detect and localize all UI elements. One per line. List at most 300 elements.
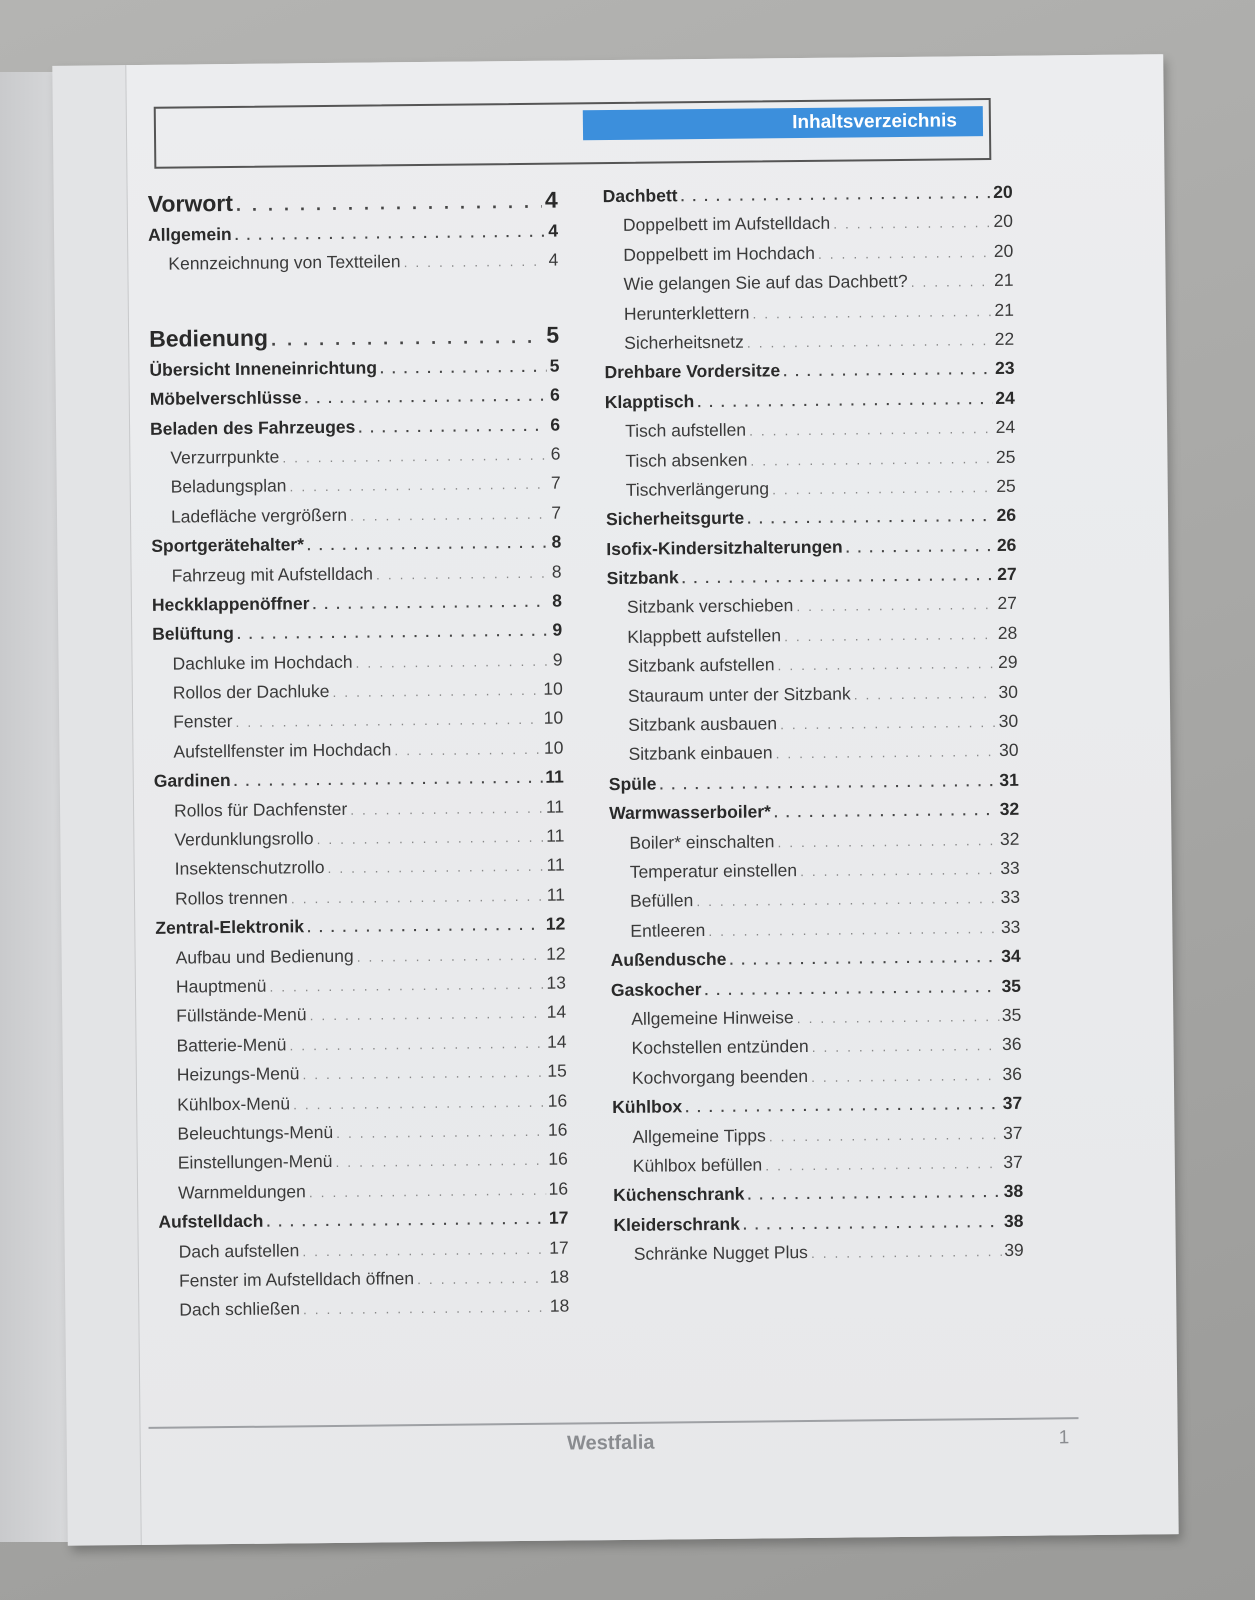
toc-entry-title: Vorwort <box>147 189 234 217</box>
toc-page-number: 12 <box>545 913 566 934</box>
toc-page-number: 16 <box>548 1178 569 1199</box>
toc-page-number: 35 <box>1001 1004 1022 1025</box>
toc-entry-title: Verdunklungsrollo <box>174 828 314 850</box>
toc-page-number: 35 <box>1001 975 1022 996</box>
toc-entry-title: Rollos für Dachfenster <box>173 798 348 821</box>
dot-leader <box>233 764 542 797</box>
dot-leader <box>784 620 995 652</box>
dot-leader <box>312 588 549 620</box>
dot-leader <box>704 973 998 1005</box>
dot-leader <box>774 796 997 828</box>
toc-page-number: 6 <box>550 414 561 435</box>
toc-entry-title: Entleeren <box>630 919 706 941</box>
toc-subsection <box>610 883 1020 917</box>
toc-subsection <box>611 1030 1021 1064</box>
toc-section <box>611 971 1021 1005</box>
toc-entry-title: Hauptmenü <box>175 975 267 997</box>
toc-section <box>604 354 1014 388</box>
dot-leader <box>846 532 995 563</box>
toc-section <box>150 381 560 415</box>
dot-leader <box>302 1234 546 1266</box>
toc-entry-title: Allgemeine Tipps <box>632 1124 766 1147</box>
dot-leader <box>680 179 990 212</box>
dot-leader <box>911 267 992 297</box>
toc-subsection <box>610 913 1020 947</box>
toc-entry-title: Küchenschrank <box>613 1183 745 1206</box>
header-frame <box>154 98 992 169</box>
dot-leader <box>747 1178 1001 1210</box>
dot-leader <box>659 767 996 800</box>
toc-page-number: 36 <box>1002 1034 1022 1055</box>
toc-subsection <box>156 998 566 1032</box>
toc-subsection <box>610 854 1020 888</box>
dot-leader <box>394 735 541 766</box>
toc-section <box>148 217 558 251</box>
toc-subsection <box>605 413 1015 447</box>
toc-subsection <box>159 1262 569 1296</box>
toc-entry-title: Wie gelangen Sie auf das Dachbett? <box>623 271 908 295</box>
toc-entry-title: Gaskocher <box>610 978 702 1000</box>
dot-leader <box>350 793 543 824</box>
toc-subsection <box>153 675 563 709</box>
dot-leader <box>682 561 995 594</box>
toc-section <box>149 351 559 385</box>
toc-page-number: 6 <box>550 443 561 464</box>
toc-section <box>152 586 562 620</box>
toc-page-number: 24 <box>995 387 1015 408</box>
toc-section <box>606 530 1016 564</box>
toc-subsection <box>612 1118 1022 1152</box>
toc-entry-title: Sitzbank einbauen <box>628 742 773 765</box>
toc-page-number: 6 <box>549 384 560 405</box>
toc-entry-title: Doppelbett im Aufstelldach <box>622 213 831 236</box>
toc-section <box>606 501 1016 535</box>
toc-subsection <box>154 792 564 826</box>
toc-section <box>152 616 562 650</box>
dot-leader <box>403 247 545 278</box>
toc-page-number: 31 <box>999 769 1019 790</box>
toc-subsection <box>157 1057 567 1091</box>
toc-column-right <box>603 178 1024 1270</box>
toc-page-number: 4 <box>548 220 559 241</box>
dot-leader <box>783 355 992 387</box>
toc-subsection <box>614 1236 1024 1270</box>
toc-subsection <box>605 442 1015 476</box>
toc-subsection <box>158 1145 568 1179</box>
toc-entry-title: Beladen des Fahrzeuges <box>149 416 356 439</box>
toc-entry-title: Aufstellfenster im Hochdach <box>173 739 392 762</box>
toc-subsection <box>608 736 1018 770</box>
toc-page-number: 37 <box>1003 1151 1023 1172</box>
toc-entry-title: Heizungs-Menü <box>176 1063 300 1085</box>
toc-page-number: 11 <box>546 884 566 905</box>
toc-section <box>151 528 561 562</box>
toc-entry-title: Sitzbank verschieben <box>626 595 794 618</box>
toc-entry-title: Schränke Nugget Plus <box>633 1242 808 1264</box>
toc-subsection <box>157 1115 567 1149</box>
dot-leader <box>309 999 543 1031</box>
toc-page-number: 8 <box>551 531 562 552</box>
toc-section <box>155 910 565 944</box>
toc-page-number: 38 <box>1003 1181 1024 1202</box>
toc-entry-title: Warnmeldungen <box>177 1180 306 1203</box>
toc-entry-title: Doppelbett im Hochdach <box>623 242 816 265</box>
dot-leader <box>236 185 542 222</box>
toc-page-number: 26 <box>996 534 1017 555</box>
toc-section <box>607 560 1017 594</box>
toc-page-number: 20 <box>993 240 1014 261</box>
dot-leader <box>303 1293 547 1325</box>
toc-page-number: 21 <box>994 299 1014 320</box>
toc-page-number: 36 <box>1002 1063 1022 1084</box>
toc-section <box>609 795 1019 829</box>
toc-chapter <box>148 183 558 221</box>
toc-entry-title: Kochstellen entzünden <box>631 1036 809 1059</box>
dot-leader <box>302 1058 544 1090</box>
dot-leader <box>335 1146 545 1178</box>
dot-leader <box>747 502 994 534</box>
toc-entry-title: Gardinen <box>153 770 231 792</box>
dot-leader <box>697 385 992 417</box>
toc-page-number: 24 <box>995 416 1016 438</box>
dot-leader <box>293 1087 545 1119</box>
toc-entry-title: Allgemein <box>147 223 232 245</box>
toc-page-number: 33 <box>1000 887 1021 908</box>
toc-entry-title: Kennzeichnung von Textteilen <box>168 251 401 275</box>
toc-page-number: 9 <box>552 619 563 640</box>
toc-page-number: 26 <box>996 505 1017 526</box>
toc-page-number: 27 <box>997 563 1017 585</box>
dot-leader <box>749 414 993 446</box>
toc-subsection <box>155 939 565 973</box>
toc-subsection <box>157 1086 567 1120</box>
dot-leader <box>307 911 543 943</box>
toc-page-number: 32 <box>999 828 1020 849</box>
toc-entry-title: Drehbare Vordersitze <box>604 360 781 383</box>
toc-entry-title: Klapptisch <box>604 390 695 412</box>
toc-chapter <box>149 317 559 355</box>
dot-leader <box>769 1119 1001 1151</box>
dot-leader <box>266 1205 546 1237</box>
toc-page-number: 25 <box>995 446 1016 467</box>
toc-subsection <box>151 557 561 591</box>
toc-entry-title: Heckklappenöffner <box>151 593 310 615</box>
toc-page-number: 22 <box>994 328 1015 349</box>
toc-entry-title: Temperatur einstellen <box>629 860 798 882</box>
footer-divider <box>149 1417 1079 1429</box>
toc-section <box>611 942 1021 976</box>
toc-page-number: 11 <box>545 766 564 787</box>
toc-entry-title: Befüllen <box>629 890 694 912</box>
toc-page-number: 37 <box>1002 1122 1023 1143</box>
toc-entry-title: Beladungsplan <box>170 475 287 497</box>
toc-page-number: 7 <box>550 472 561 493</box>
dot-leader <box>775 737 996 769</box>
toc-page-number: 38 <box>1003 1210 1024 1231</box>
toc-entry-title: Ladefläche vergrößern <box>170 504 348 527</box>
toc-subsection <box>607 619 1017 653</box>
toc-section <box>158 1204 568 1238</box>
dot-leader <box>777 826 997 858</box>
toc-entry-title: Allgemeine Hinweise <box>631 1007 794 1029</box>
toc-entry-title: Boiler* einschalten <box>629 830 775 853</box>
dot-leader <box>417 1264 547 1295</box>
toc-entry-title: Kühlbox <box>612 1096 683 1118</box>
toc-page-number: 28 <box>997 622 1018 643</box>
toc-page-number: 23 <box>994 358 1015 379</box>
dot-leader <box>289 470 548 502</box>
toc-entry-title: Aufbau und Bedienung <box>175 945 354 968</box>
dot-leader <box>235 705 540 738</box>
toc-entry-title: Rollos der Dachluke <box>172 681 330 703</box>
toc-page-number: 27 <box>997 593 1018 614</box>
toc-entry-title: Stauraum unter der Sitzbank <box>627 683 851 706</box>
toc-entry-title: Beleuchtungs-Menü <box>177 1121 334 1144</box>
dot-leader <box>780 708 996 740</box>
toc-subsection <box>153 733 563 767</box>
toc-section <box>612 1089 1022 1123</box>
dot-leader <box>289 1029 544 1061</box>
toc-entry-title: Batterie-Menü <box>176 1034 287 1056</box>
toc-page-number: 5 <box>549 355 560 376</box>
toc-entry-title: Möbelverschlüsse <box>149 387 302 410</box>
toc-entry-title: Fenster im Aufstelldach öffnen <box>178 1268 415 1291</box>
toc-page-number: 17 <box>548 1207 569 1228</box>
toc-subsection <box>612 1059 1022 1093</box>
section-title: Inhaltsverzeichnis <box>583 106 983 140</box>
booklet <box>52 54 1177 1546</box>
toc-page-number: 34 <box>1001 945 1021 967</box>
toc-subsection <box>152 645 562 679</box>
dot-leader <box>350 499 548 530</box>
toc-section <box>609 766 1019 800</box>
toc-page-number: 21 <box>994 269 1014 291</box>
page-number: 1 <box>1058 1427 1070 1449</box>
toc-subsection <box>611 1001 1021 1035</box>
section-spacer <box>149 275 559 321</box>
toc-subsection <box>155 880 565 914</box>
toc-entry-title: Dach aufstellen <box>178 1239 300 1262</box>
dot-leader <box>833 208 991 239</box>
toc-subsection <box>151 469 561 503</box>
toc-page-number: 32 <box>999 798 1020 820</box>
toc-subsection <box>607 648 1017 682</box>
toc-page-number: 16 <box>548 1148 568 1170</box>
toc-entry-title: Sitzbank ausbauen <box>628 713 778 735</box>
toc-entry-title: Füllstände-Menü <box>176 1004 307 1026</box>
toc-page-number: 17 <box>549 1237 569 1258</box>
toc-page-number: 33 <box>1000 857 1020 878</box>
toc-entry-title: Kochvorgang beenden <box>631 1065 809 1088</box>
toc-page-number: 4 <box>544 186 558 213</box>
toc-page-number: 29 <box>998 652 1018 673</box>
toc-subsection <box>608 677 1018 711</box>
dot-leader <box>316 823 543 855</box>
toc-section <box>613 1206 1023 1240</box>
dot-leader <box>282 441 548 473</box>
dot-leader <box>797 1002 999 1034</box>
toc-page-number: 8 <box>551 561 562 582</box>
toc-page-number: 8 <box>552 590 563 611</box>
toc-section <box>154 763 564 797</box>
toc-subsection <box>603 237 1013 271</box>
toc-page-number: 15 <box>547 1060 567 1081</box>
dot-leader <box>818 238 991 269</box>
toc-subsection <box>608 707 1018 741</box>
toc-entry-title: Aufstelldach <box>158 1210 264 1232</box>
toc-subsection <box>158 1174 568 1208</box>
toc-entry-title: Klappbett aufstellen <box>627 625 782 647</box>
dot-leader <box>271 320 544 357</box>
dot-leader <box>309 1175 546 1207</box>
dot-leader <box>812 1031 1000 1062</box>
dot-leader <box>811 1061 1000 1092</box>
toc-entry-title: Fenster <box>173 711 233 733</box>
toc-page-number: 37 <box>1002 1092 1023 1114</box>
toc-entry-title: Sitzbank <box>606 567 679 589</box>
toc-page-number: 20 <box>993 181 1013 203</box>
dot-leader <box>235 218 546 251</box>
dot-leader <box>696 884 998 917</box>
toc-page-number: 25 <box>996 475 1016 496</box>
toc-page-number: 5 <box>546 321 560 348</box>
toc-entry-title: Sicherheitsgurte <box>605 507 745 530</box>
toc-page-number: 11 <box>546 854 565 876</box>
toc-entry-title: Warmwasserboiler* <box>609 801 772 824</box>
toc-entry-title: Bedienung <box>149 324 269 352</box>
dot-leader <box>269 970 543 1002</box>
toc-subsection <box>150 440 560 474</box>
dot-leader <box>336 1117 545 1149</box>
toc-subsection <box>159 1233 569 1267</box>
dot-leader <box>358 411 547 442</box>
toc-page-number: 10 <box>543 737 564 758</box>
toc-entry-title: Übersicht Inneneinrichtung <box>149 357 378 380</box>
toc-page-number: 11 <box>546 825 565 846</box>
toc-subsection <box>153 704 563 738</box>
dot-leader <box>752 297 991 329</box>
dot-leader <box>355 646 550 677</box>
dot-leader <box>327 852 543 884</box>
dot-leader <box>685 1090 1000 1123</box>
toc-entry-title: Spüle <box>608 773 657 794</box>
toc-page-number: 16 <box>547 1119 568 1140</box>
toc-subsection <box>159 1292 569 1326</box>
toc-entry-title: Kleiderschrank <box>613 1213 740 1235</box>
toc-subsection <box>604 295 1014 329</box>
dot-leader <box>332 676 540 708</box>
dot-leader <box>357 940 544 971</box>
toc-subsection <box>613 1148 1023 1182</box>
toc-subsection <box>151 498 561 532</box>
toc-page-number: 9 <box>552 649 563 670</box>
toc-entry-title: Dachbett <box>602 185 678 207</box>
toc-entry-title: Einstellungen-Menü <box>177 1151 333 1173</box>
toc-subsection <box>154 822 564 856</box>
toc-page-number: 30 <box>998 740 1019 761</box>
dot-leader <box>777 649 995 681</box>
toc-entry-title: Zentral-Elektronik <box>155 916 305 939</box>
dot-leader <box>307 529 549 561</box>
toc-page-number: 12 <box>546 943 566 964</box>
toc-entry-title: Sportgerätehalter* <box>151 534 305 556</box>
toc-entry-title: Kühlbox-Menü <box>177 1092 291 1115</box>
toc-page-number: 39 <box>1004 1239 1024 1261</box>
footer-brand: Westfalia <box>566 1431 655 1455</box>
toc-entry-title: Belüftung <box>152 623 234 645</box>
dot-leader <box>811 1237 1002 1268</box>
dot-leader <box>772 473 993 505</box>
toc-section <box>613 1177 1023 1211</box>
toc-subsection <box>604 325 1014 359</box>
toc-entry-title: Verzurrpunkte <box>170 446 280 468</box>
dot-leader <box>743 1208 1001 1240</box>
toc-entry-title: Insektenschutzrollo <box>174 857 325 880</box>
toc-page <box>125 54 1178 1545</box>
toc-page-number: 18 <box>549 1266 570 1287</box>
dot-leader <box>376 558 549 589</box>
toc-page-number: 10 <box>543 708 564 729</box>
toc-page-number: 16 <box>547 1090 568 1111</box>
toc-entry-title: Kühlbox befüllen <box>632 1154 763 1176</box>
toc-page-number: 18 <box>549 1295 570 1316</box>
toc-section <box>603 178 1013 212</box>
toc-entry-title: Dachluke im Hochdach <box>172 651 353 674</box>
toc-entry-title: Tischverlängerung <box>625 478 770 500</box>
toc-entry-title: Tisch aufstellen <box>625 419 747 441</box>
toc-page-number: 14 <box>546 1001 567 1023</box>
toc-page-number: 11 <box>545 796 565 817</box>
toc-section <box>150 410 560 444</box>
toc-entry-title: Fahrzeug mit Aufstelldach <box>171 563 374 586</box>
toc-page-number: 4 <box>548 249 559 271</box>
dot-leader <box>765 1149 1000 1181</box>
dot-leader <box>800 855 998 886</box>
toc-page-number: 14 <box>546 1031 567 1052</box>
toc-section <box>605 384 1015 418</box>
toc-entry-title: Tisch absenken <box>625 449 748 471</box>
toc-subsection <box>155 851 565 885</box>
toc-subsection <box>603 207 1013 241</box>
dot-leader <box>708 914 998 946</box>
toc-subsection <box>603 266 1013 300</box>
toc-entry-title: Herunterklettern <box>623 302 750 324</box>
toc-page-number: 20 <box>993 211 1014 232</box>
dot-leader <box>750 444 993 476</box>
toc-page-number: 10 <box>543 678 563 699</box>
toc-subsection <box>156 1027 566 1061</box>
dot-leader <box>380 352 547 383</box>
toc-subsection <box>156 969 566 1003</box>
dot-leader <box>747 326 992 358</box>
toc-entry-title: Rollos trennen <box>174 887 288 909</box>
toc-subsection <box>148 246 558 280</box>
toc-page-number: 33 <box>1000 916 1021 937</box>
toc-page-number: 7 <box>551 502 562 523</box>
toc-entry-title: Sicherheitsnetz <box>624 331 744 353</box>
dot-leader <box>729 943 998 975</box>
toc-subsection <box>609 824 1019 858</box>
toc-entry-title: Sitzbank aufstellen <box>627 654 775 677</box>
dot-leader <box>796 590 994 621</box>
toc-page-number: 30 <box>998 710 1019 732</box>
toc-page-number: 30 <box>998 681 1018 702</box>
dot-leader <box>304 382 547 414</box>
toc-subsection <box>606 472 1016 506</box>
toc-entry-title: Außendusche <box>610 948 727 971</box>
toc-page-number: 13 <box>546 972 567 993</box>
dot-leader <box>291 882 544 914</box>
